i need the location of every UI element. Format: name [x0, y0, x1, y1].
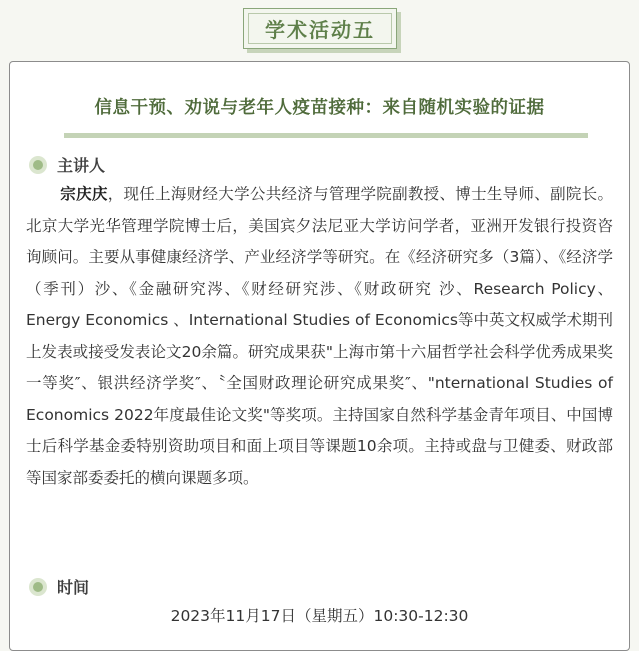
time-section-head [29, 575, 89, 598]
circle-bullet-icon [29, 578, 47, 596]
speaker-section-head [29, 153, 105, 176]
speaker-section-label: 主讲人 [57, 156, 106, 175]
speaker-bio-text: ，现任上海财经大学公共经济与管理学院副教授、博士生导师、副院长。北京大学光华管理学院博士后，美国宾夕法尼亚大学访问学者，亚洲开发银行投资咨询顾问。主要从事健康经济学、产业经济学等研究。在《经济研究多（3篇）、《经济学（季刊）沙、《金融研究涔、《财经研究涉、《财政研究 沙、Research Policy、Energy Economics 、International Studies of Economics等中英文权威学术期刊上发表或接受发表论文20余篇。研究成果获"上海市第十六届哲学社会科学优秀成果奖一等奖″、银洪经济学奖″、〝全国财政理论研究成果奖″、"nternational Studies of Economics 2022年度最佳论文奖"等奖项。主持国家自然科学基金青年项目、中国博士后科学基金委特别资助项目和面上项目等课题10余项。主持或盘与卫健委、财政部等国家部委委托的横向课题多项。 [26, 185, 613, 487]
speaker-bio [26, 179, 613, 494]
event-card [9, 61, 630, 651]
circle-bullet-icon [29, 156, 47, 174]
activity-title-badge [243, 8, 397, 49]
headline-underline [64, 133, 588, 138]
speaker-name: 宗庆庆 [60, 185, 108, 203]
time-section-label: 时间 [57, 578, 90, 597]
event-headline: 信息干预、劝说与老年人疫苗接种：来自随机实验的证据 [94, 98, 545, 118]
activity-title: 学术活动五 [265, 18, 375, 42]
event-time: 2023年11月17日（星期五）10:30-12:30 [170, 607, 469, 625]
